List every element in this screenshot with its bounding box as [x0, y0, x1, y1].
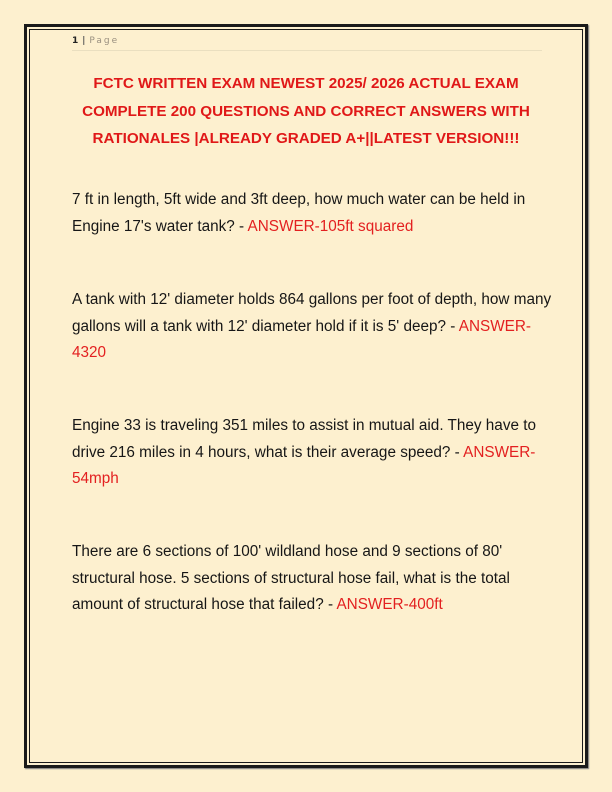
answer-text: ANSWER-4320 — [72, 317, 532, 362]
page-number: 1 — [72, 36, 79, 46]
question-text: A tank with 12' diameter holds 864 gallons per foot of depth, how many gallons will a tank with 12' diameter hold if it is 5' deep? - — [72, 291, 552, 335]
answer-text: ANSWER-400ft — [336, 596, 443, 614]
answer-text: ANSWER-54mph — [72, 443, 536, 488]
question-text: 7 ft in length, 5ft wide and 3ft deep, how much water can be held in Engine 17's water tank? - — [72, 191, 526, 235]
qa-item — [72, 187, 552, 240]
question-text: There are 6 sections of 100' wildland hose and 9 sections of 80' structural hose. 5 sections of structural hose fail, what is the total amount of structural hose that failed? - — [72, 543, 510, 614]
qa-item — [72, 539, 552, 619]
qa-item — [72, 413, 552, 493]
document-title: FCTC WRITTEN EXAM NEWEST 2025/ 2026 ACTUAL EXAM COMPLETE 200 QUESTIONS AND CORRECT ANSWERS WITH RATIONALES |ALREADY GRADED A+||LATEST VERSION!!! — [82, 75, 530, 147]
question-text: Engine 33 is traveling 351 miles to assist in mutual aid. They have to drive 216 miles in 4 hours, what is their average speed? - — [72, 417, 536, 461]
page-header — [72, 36, 542, 51]
qa-item — [72, 287, 552, 367]
page-label: Page — [89, 36, 120, 46]
page-separator: | — [82, 36, 86, 46]
answer-text: ANSWER-105ft squared — [247, 217, 414, 235]
